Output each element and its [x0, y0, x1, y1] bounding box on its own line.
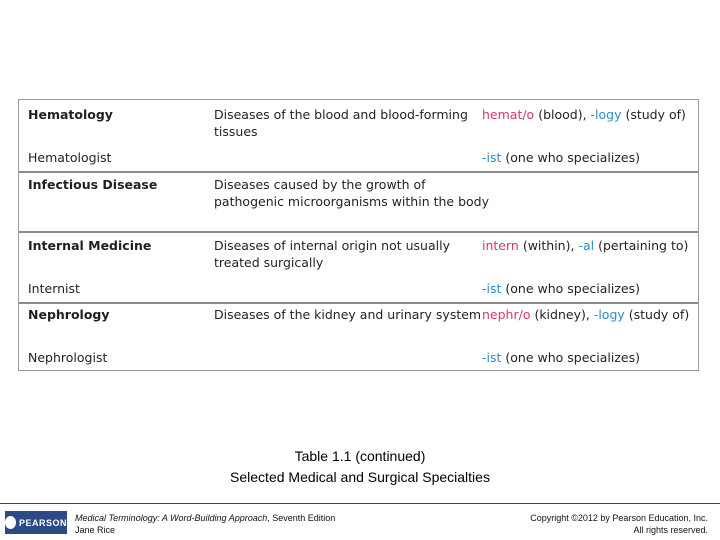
word-part-suffix: -logy: [590, 107, 622, 122]
word-part-prefix: hemat/o: [482, 107, 535, 122]
row-separator: [19, 171, 698, 173]
description-line: tissues: [214, 124, 258, 139]
copyright-line: Copyright ©2012 by Pearson Education, Inc.: [530, 513, 708, 523]
description-hematology: [214, 106, 468, 140]
word-part-suffix: -ist: [482, 150, 502, 165]
term-infectious-disease: Infectious Disease: [28, 177, 158, 192]
etymology-nephrologist: [482, 349, 640, 366]
description-line: Diseases of internal origin not usually: [214, 238, 450, 253]
etymology-hematologist: [482, 149, 640, 166]
logo-text: PEARSON: [18, 517, 67, 528]
word-part-meaning: (one who specializes): [501, 350, 640, 365]
pearson-mark-icon: [5, 516, 16, 529]
description-line: Diseases of the blood and blood-forming: [214, 107, 468, 122]
etymology-internal-medicine: [482, 237, 688, 254]
etymology-hematology: [482, 106, 686, 123]
rights-line: All rights reserved.: [633, 525, 708, 535]
term-nephrologist: Nephrologist: [28, 350, 108, 365]
footer-copyright: [530, 512, 708, 536]
word-part-meaning: (pertaining to): [594, 238, 689, 253]
footer-divider: [0, 503, 720, 504]
word-part-suffix: -al: [578, 238, 595, 253]
word-part-suffix: -ist: [482, 281, 502, 296]
book-title: Medical Terminology: A Word-Building Approach: [75, 513, 268, 523]
word-part-suffix: -logy: [593, 307, 625, 322]
term-internal-medicine: Internal Medicine: [28, 238, 152, 253]
etymology-nephrology: [482, 306, 689, 323]
row-separator: [19, 231, 698, 233]
description-internal-medicine: [214, 237, 450, 271]
word-part-meaning: (one who specializes): [501, 150, 640, 165]
word-part-meaning: (blood),: [534, 107, 591, 122]
row-separator: [19, 302, 698, 304]
footer-book-info: [75, 512, 335, 536]
word-part-meaning: (within),: [518, 238, 579, 253]
table-caption-title: Table 1.1 (continued): [294, 448, 426, 464]
word-part-meaning: (one who specializes): [501, 281, 640, 296]
description-line: Diseases caused by the growth of: [214, 177, 426, 192]
term-hematology: Hematology: [28, 107, 113, 122]
description-line: pathogenic microorganisms within the body: [214, 194, 489, 209]
term-internist: Internist: [28, 281, 80, 296]
word-part-prefix: intern: [482, 238, 519, 253]
description-line: Diseases of the kidney and urinary system: [214, 307, 482, 322]
word-part-meaning: (study of): [624, 307, 690, 322]
word-part-suffix: -ist: [482, 350, 502, 365]
book-edition: , Seventh Edition: [267, 513, 336, 523]
word-part-meaning: (study of): [621, 107, 686, 122]
word-part-meaning: (kidney),: [530, 307, 594, 322]
etymology-internist: [482, 280, 640, 297]
table-caption-subtitle: Selected Medical and Surgical Specialties: [230, 469, 490, 485]
description-line: treated surgically: [214, 255, 324, 270]
book-author: Jane Rice: [75, 525, 116, 535]
specialties-table: [18, 99, 699, 371]
description-nephrology: [214, 306, 481, 323]
description-infectious-disease: [214, 176, 489, 210]
term-nephrology: Nephrology: [28, 307, 110, 322]
word-part-prefix: nephr/o: [482, 307, 531, 322]
pearson-logo: [5, 511, 67, 534]
term-hematologist: Hematologist: [28, 150, 112, 165]
